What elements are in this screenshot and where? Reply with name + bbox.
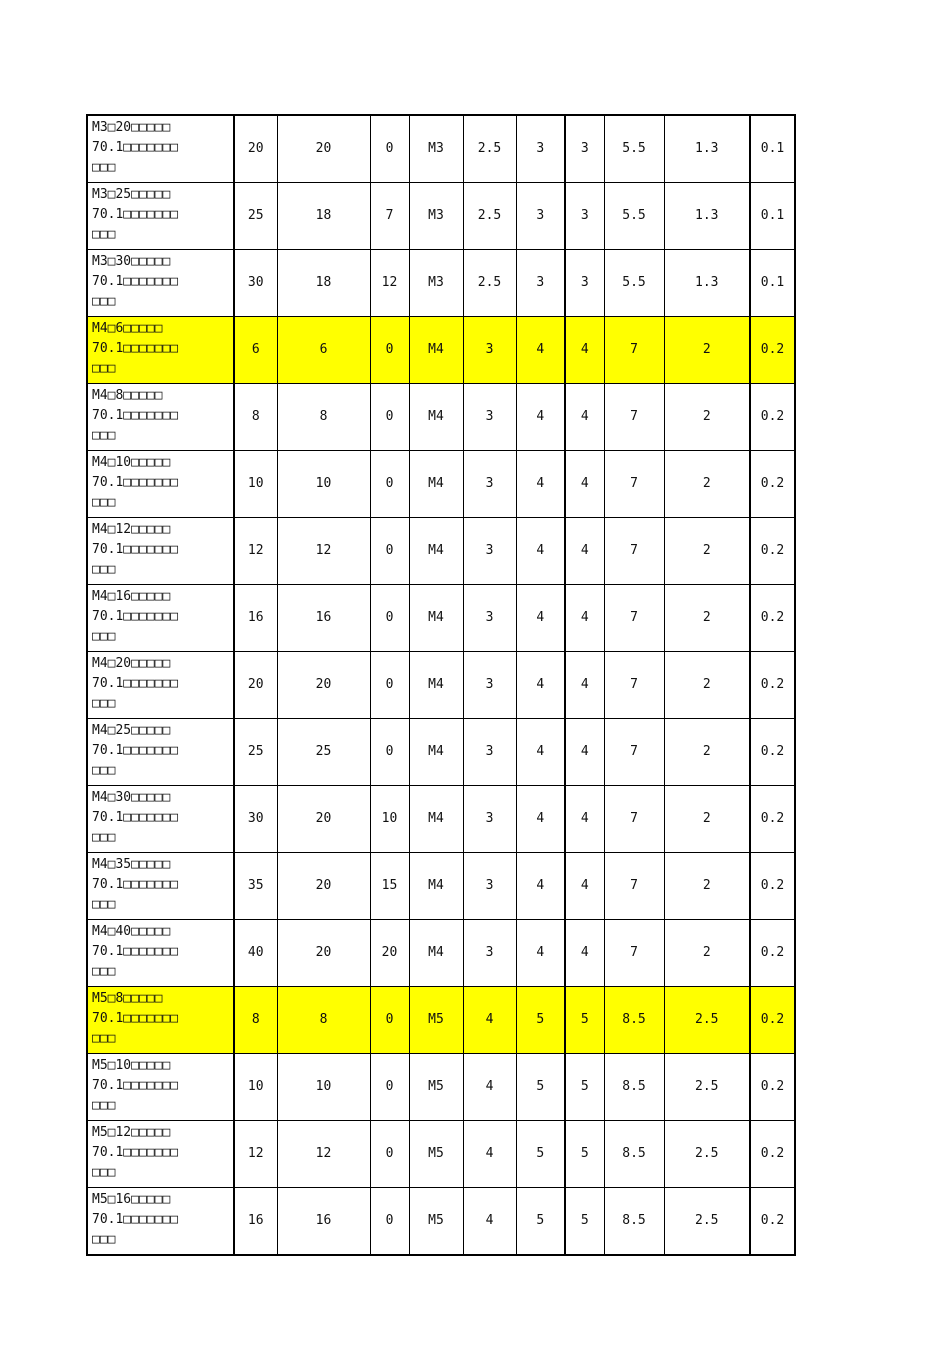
description-line: □□□: [92, 763, 116, 778]
description-line: □□□: [92, 1031, 116, 1046]
table-cell[interactable]: 2: [664, 585, 750, 652]
table-cell[interactable]: 4: [463, 987, 516, 1054]
table-row: [87, 384, 795, 451]
table-cell[interactable]: 35: [234, 853, 277, 920]
description-line: □□□: [92, 1165, 116, 1180]
table-cell[interactable]: 7: [604, 920, 664, 987]
table-cell[interactable]: 8: [277, 384, 370, 451]
table-cell[interactable]: 12: [234, 1121, 277, 1188]
table-row: [87, 719, 795, 786]
table-cell[interactable]: 10: [277, 451, 370, 518]
table-row: [87, 585, 795, 652]
part-description-cell[interactable]: [87, 115, 234, 183]
table-cell[interactable]: 7: [604, 585, 664, 652]
table-cell[interactable]: 0.2: [750, 987, 795, 1054]
table-cell[interactable]: 3: [463, 384, 516, 451]
table-cell[interactable]: 18: [277, 250, 370, 317]
table-cell[interactable]: 4: [565, 585, 604, 652]
table-row: [87, 853, 795, 920]
table-cell[interactable]: 8.5: [604, 987, 664, 1054]
description-line: 70.1□□□□□□□: [92, 1011, 179, 1026]
table-cell[interactable]: 4: [516, 853, 565, 920]
description-line: 70.1□□□□□□□: [92, 810, 179, 825]
table-cell[interactable]: 0.2: [750, 719, 795, 786]
table-cell[interactable]: 5: [516, 987, 565, 1054]
table-cell[interactable]: 20: [234, 115, 277, 183]
table-cell[interactable]: 3: [565, 250, 604, 317]
table-cell[interactable]: 0.2: [750, 1188, 795, 1256]
description-line: M3□20□□□□□: [92, 120, 171, 135]
table-cell[interactable]: M3: [409, 250, 463, 317]
description-line: 70.1□□□□□□□: [92, 207, 179, 222]
description-line: □□□: [92, 1232, 116, 1247]
table-cell[interactable]: 4: [516, 920, 565, 987]
table-cell[interactable]: 3: [463, 451, 516, 518]
table-row: [87, 987, 795, 1054]
description-line: 70.1□□□□□□□: [92, 1145, 179, 1160]
table-cell[interactable]: 8: [234, 384, 277, 451]
description-line: □□□: [92, 897, 116, 912]
table-cell[interactable]: 20: [277, 786, 370, 853]
table-cell[interactable]: 4: [516, 585, 565, 652]
table-cell[interactable]: 25: [234, 719, 277, 786]
table-cell[interactable]: 12: [277, 518, 370, 585]
table-cell[interactable]: 16: [277, 1188, 370, 1256]
table-cell[interactable]: 5: [565, 987, 604, 1054]
table-cell[interactable]: 3: [516, 115, 565, 183]
description-line: □□□: [92, 830, 116, 845]
table-cell[interactable]: 0: [370, 987, 409, 1054]
part-description-cell[interactable]: [87, 1188, 234, 1256]
description-line: □□□: [92, 495, 116, 510]
table-cell[interactable]: 5: [516, 1121, 565, 1188]
part-description-cell[interactable]: [87, 585, 234, 652]
table-cell[interactable]: 2: [664, 920, 750, 987]
part-description-cell[interactable]: [87, 652, 234, 719]
table-cell[interactable]: 0.2: [750, 786, 795, 853]
table-body: [87, 115, 795, 1255]
table-cell[interactable]: 7: [604, 451, 664, 518]
table-cell[interactable]: 7: [604, 652, 664, 719]
table-cell[interactable]: 10: [234, 451, 277, 518]
table-cell[interactable]: 7: [604, 384, 664, 451]
table-cell[interactable]: 0: [370, 518, 409, 585]
table-cell[interactable]: 8.5: [604, 1121, 664, 1188]
table-cell[interactable]: 2: [664, 451, 750, 518]
table-cell[interactable]: 5.5: [604, 183, 664, 250]
table-cell[interactable]: 20: [277, 115, 370, 183]
description-line: 70.1□□□□□□□: [92, 944, 179, 959]
table-cell[interactable]: 0.2: [750, 317, 795, 384]
description-line: □□□: [92, 964, 116, 979]
table-cell[interactable]: M4: [409, 786, 463, 853]
table-cell[interactable]: 3: [516, 183, 565, 250]
table-cell[interactable]: 12: [234, 518, 277, 585]
table-cell[interactable]: M4: [409, 853, 463, 920]
table-row: [87, 250, 795, 317]
table-row: [87, 518, 795, 585]
table-row: [87, 115, 795, 183]
table-cell[interactable]: 20: [370, 920, 409, 987]
description-line: □□□: [92, 294, 116, 309]
table-cell[interactable]: 8: [234, 987, 277, 1054]
description-line: □□□: [92, 629, 116, 644]
description-line: □□□: [92, 562, 116, 577]
description-line: 70.1□□□□□□□: [92, 877, 179, 892]
table-cell[interactable]: 0.1: [750, 183, 795, 250]
description-line: □□□: [92, 160, 116, 175]
table-cell[interactable]: 0.2: [750, 1054, 795, 1121]
part-description-cell[interactable]: [87, 1121, 234, 1188]
description-line: M5□10□□□□□: [92, 1058, 171, 1073]
table-cell[interactable]: 4: [516, 518, 565, 585]
description-line: 70.1□□□□□□□: [92, 676, 179, 691]
description-line: 70.1□□□□□□□: [92, 1078, 179, 1093]
table-cell[interactable]: M3: [409, 183, 463, 250]
table-cell[interactable]: M5: [409, 1188, 463, 1256]
table-cell[interactable]: 2: [664, 384, 750, 451]
table-cell[interactable]: 4: [565, 317, 604, 384]
description-line: M4□6□□□□□: [92, 321, 163, 336]
table-cell[interactable]: 16: [234, 1188, 277, 1256]
description-line: M4□30□□□□□: [92, 790, 171, 805]
table-cell[interactable]: 2.5: [463, 250, 516, 317]
table-cell[interactable]: 0: [370, 719, 409, 786]
table-cell[interactable]: 4: [516, 652, 565, 719]
table-cell[interactable]: 3: [463, 853, 516, 920]
description-line: M3□25□□□□□: [92, 187, 171, 202]
table-cell[interactable]: 0.2: [750, 384, 795, 451]
description-line: M4□25□□□□□: [92, 723, 171, 738]
description-line: M4□20□□□□□: [92, 656, 171, 671]
table-cell[interactable]: 4: [565, 451, 604, 518]
table-cell[interactable]: 25: [277, 719, 370, 786]
table-cell[interactable]: 0.2: [750, 451, 795, 518]
table-cell[interactable]: 40: [234, 920, 277, 987]
table-cell[interactable]: 0.2: [750, 652, 795, 719]
table-cell[interactable]: 1.3: [664, 183, 750, 250]
table-cell[interactable]: 1.3: [664, 115, 750, 183]
part-description-cell[interactable]: [87, 317, 234, 384]
table-cell[interactable]: 4: [463, 1188, 516, 1256]
table-cell[interactable]: 2: [664, 518, 750, 585]
part-description-cell[interactable]: [87, 987, 234, 1054]
description-line: 70.1□□□□□□□: [92, 1212, 179, 1227]
description-line: □□□: [92, 361, 116, 376]
table-cell[interactable]: 4: [565, 518, 604, 585]
description-line: 70.1□□□□□□□: [92, 542, 179, 557]
table-cell[interactable]: 3: [463, 920, 516, 987]
table-cell[interactable]: 7: [604, 786, 664, 853]
description-line: M4□16□□□□□: [92, 589, 171, 604]
table-cell[interactable]: 0.2: [750, 585, 795, 652]
table-row: [87, 1054, 795, 1121]
table-cell[interactable]: M5: [409, 1121, 463, 1188]
table-cell[interactable]: 4: [565, 920, 604, 987]
table-cell[interactable]: M3: [409, 115, 463, 183]
table-cell[interactable]: 2.5: [664, 1054, 750, 1121]
part-description-cell[interactable]: [87, 786, 234, 853]
description-line: □□□: [92, 428, 116, 443]
description-line: M5□12□□□□□: [92, 1125, 171, 1140]
description-line: 70.1□□□□□□□: [92, 609, 179, 624]
table-cell[interactable]: 3: [565, 183, 604, 250]
part-description-cell[interactable]: [87, 518, 234, 585]
table-row: [87, 183, 795, 250]
description-line: M4□10□□□□□: [92, 455, 171, 470]
table-cell[interactable]: 0.2: [750, 853, 795, 920]
description-line: □□□: [92, 227, 116, 242]
description-line: 70.1□□□□□□□: [92, 140, 179, 155]
table-row: [87, 451, 795, 518]
table-cell[interactable]: 4: [565, 652, 604, 719]
table-cell[interactable]: 0: [370, 1188, 409, 1256]
table-cell[interactable]: M4: [409, 451, 463, 518]
table-cell[interactable]: 6: [277, 317, 370, 384]
table-cell[interactable]: 5.5: [604, 115, 664, 183]
table-cell[interactable]: 8: [277, 987, 370, 1054]
table-cell[interactable]: 3: [463, 652, 516, 719]
table-cell[interactable]: 7: [604, 518, 664, 585]
table-cell[interactable]: 2.5: [463, 115, 516, 183]
table-cell[interactable]: 0.2: [750, 1121, 795, 1188]
table-cell[interactable]: 4: [565, 719, 604, 786]
table-cell[interactable]: 7: [604, 853, 664, 920]
description-line: M4□12□□□□□: [92, 522, 171, 537]
table-cell[interactable]: 5: [565, 1121, 604, 1188]
table-cell[interactable]: 30: [234, 250, 277, 317]
part-description-cell[interactable]: [87, 183, 234, 250]
description-line: M5□8□□□□□: [92, 991, 163, 1006]
table-cell[interactable]: 12: [277, 1121, 370, 1188]
description-line: M4□8□□□□□: [92, 388, 163, 403]
table-cell[interactable]: 16: [277, 585, 370, 652]
table-cell[interactable]: 8.5: [604, 1054, 664, 1121]
table-cell[interactable]: 12: [370, 250, 409, 317]
table-cell[interactable]: 0: [370, 1121, 409, 1188]
table-cell[interactable]: 4: [463, 1121, 516, 1188]
part-description-cell[interactable]: [87, 853, 234, 920]
table-cell[interactable]: 3: [463, 518, 516, 585]
table-cell[interactable]: M4: [409, 585, 463, 652]
table-cell[interactable]: 4: [463, 1054, 516, 1121]
table-cell[interactable]: M4: [409, 518, 463, 585]
table-cell[interactable]: 20: [277, 652, 370, 719]
table-cell[interactable]: 2: [664, 652, 750, 719]
table-cell[interactable]: 0.1: [750, 250, 795, 317]
part-description-cell[interactable]: [87, 250, 234, 317]
table-cell[interactable]: M4: [409, 920, 463, 987]
table-cell[interactable]: 0: [370, 115, 409, 183]
table-cell[interactable]: 0: [370, 451, 409, 518]
table-cell[interactable]: 30: [234, 786, 277, 853]
table-cell[interactable]: 0.1: [750, 115, 795, 183]
table-cell[interactable]: 0: [370, 384, 409, 451]
description-line: 70.1□□□□□□□: [92, 274, 179, 289]
table-cell[interactable]: 1.3: [664, 250, 750, 317]
table-cell[interactable]: 10: [234, 1054, 277, 1121]
table-cell[interactable]: 2.5: [664, 1121, 750, 1188]
part-description-cell[interactable]: [87, 920, 234, 987]
table-cell[interactable]: 4: [516, 317, 565, 384]
table-cell[interactable]: 0: [370, 585, 409, 652]
part-description-cell[interactable]: [87, 451, 234, 518]
description-line: M5□16□□□□□: [92, 1192, 171, 1207]
table-cell[interactable]: 0: [370, 1054, 409, 1121]
table-cell[interactable]: 8.5: [604, 1188, 664, 1256]
table-cell[interactable]: 7: [604, 317, 664, 384]
description-line: M3□30□□□□□: [92, 254, 171, 269]
table-cell[interactable]: 0: [370, 652, 409, 719]
table-row: [87, 1121, 795, 1188]
table-cell[interactable]: 2: [664, 317, 750, 384]
description-line: 70.1□□□□□□□: [92, 408, 179, 423]
table-cell[interactable]: 2.5: [664, 1188, 750, 1256]
table-row: [87, 317, 795, 384]
table-cell[interactable]: 4: [516, 719, 565, 786]
table-cell[interactable]: 7: [370, 183, 409, 250]
table-cell[interactable]: 3: [463, 786, 516, 853]
part-description-cell[interactable]: [87, 1054, 234, 1121]
table-cell[interactable]: 4: [565, 786, 604, 853]
table-cell[interactable]: 20: [277, 920, 370, 987]
description-line: 70.1□□□□□□□: [92, 475, 179, 490]
table-cell[interactable]: 20: [234, 652, 277, 719]
table-cell[interactable]: 4: [516, 451, 565, 518]
table-cell[interactable]: 5: [565, 1054, 604, 1121]
description-line: 70.1□□□□□□□: [92, 743, 179, 758]
table-cell[interactable]: 10: [370, 786, 409, 853]
table-cell[interactable]: 2: [664, 719, 750, 786]
table-cell[interactable]: M5: [409, 1054, 463, 1121]
table-cell[interactable]: M4: [409, 652, 463, 719]
table-cell[interactable]: 2.5: [664, 987, 750, 1054]
table-cell[interactable]: 2: [664, 853, 750, 920]
description-line: M4□40□□□□□: [92, 924, 171, 939]
table-cell[interactable]: 5: [516, 1054, 565, 1121]
table-cell[interactable]: 15: [370, 853, 409, 920]
table-cell[interactable]: 3: [463, 585, 516, 652]
table-cell[interactable]: 2: [664, 786, 750, 853]
table-cell[interactable]: 5: [516, 1188, 565, 1256]
table-cell[interactable]: 4: [516, 786, 565, 853]
description-line: □□□: [92, 1098, 116, 1113]
description-line: M4□35□□□□□: [92, 857, 171, 872]
table-cell[interactable]: 3: [565, 115, 604, 183]
table-row: [87, 1188, 795, 1256]
table-cell[interactable]: 5.5: [604, 250, 664, 317]
spec-table: [86, 114, 796, 1256]
table-cell[interactable]: 4: [565, 384, 604, 451]
table-cell[interactable]: 5: [565, 1188, 604, 1256]
part-description-cell[interactable]: [87, 384, 234, 451]
table-cell[interactable]: 0.2: [750, 518, 795, 585]
table-cell[interactable]: 7: [604, 719, 664, 786]
table-cell[interactable]: M4: [409, 317, 463, 384]
table-row: [87, 652, 795, 719]
description-line: 70.1□□□□□□□: [92, 341, 179, 356]
table-cell[interactable]: 3: [463, 719, 516, 786]
table-cell[interactable]: 3: [516, 250, 565, 317]
table-cell[interactable]: 16: [234, 585, 277, 652]
table-row: [87, 786, 795, 853]
description-line: □□□: [92, 696, 116, 711]
table-cell[interactable]: 18: [277, 183, 370, 250]
table-cell[interactable]: 0: [370, 317, 409, 384]
table-cell[interactable]: M4: [409, 384, 463, 451]
table-cell[interactable]: 4: [565, 853, 604, 920]
table-cell[interactable]: M5: [409, 987, 463, 1054]
table-cell[interactable]: 20: [277, 853, 370, 920]
table-cell[interactable]: 0.2: [750, 920, 795, 987]
table-cell[interactable]: M4: [409, 719, 463, 786]
table-cell[interactable]: 2.5: [463, 183, 516, 250]
table-cell[interactable]: 6: [234, 317, 277, 384]
table-cell[interactable]: 25: [234, 183, 277, 250]
table-row: [87, 920, 795, 987]
table-cell[interactable]: 4: [516, 384, 565, 451]
table-cell[interactable]: 10: [277, 1054, 370, 1121]
table-cell[interactable]: 3: [463, 317, 516, 384]
part-description-cell[interactable]: [87, 719, 234, 786]
